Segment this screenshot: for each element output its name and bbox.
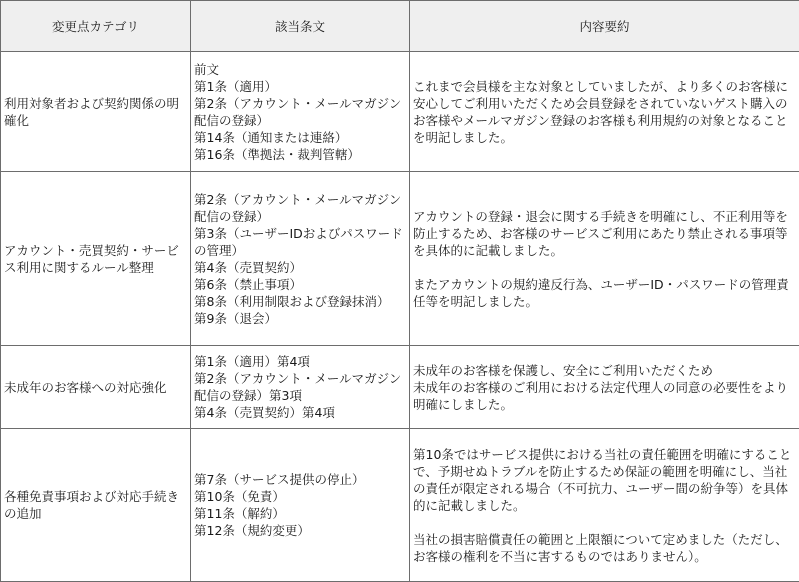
article-line: 第16条（準拠法・裁判管轄） bbox=[194, 146, 360, 162]
summary-cell bbox=[410, 429, 799, 582]
table-row bbox=[1, 429, 799, 582]
header-summary: 内容要約 bbox=[410, 1, 799, 52]
category-cell: アカウント・売買契約・サービス利用に関するルール整理 bbox=[1, 172, 191, 346]
articles-cell bbox=[191, 429, 410, 582]
table-row bbox=[1, 52, 799, 172]
article-line: 第6条（禁止事項） bbox=[194, 276, 302, 292]
summary-paragraph: 当社の損害賠償責任の範囲と上限額について定めました（ただし、お客様の権利を不当に害するものではありません）。 bbox=[413, 531, 788, 564]
category-cell: 未成年のお客様への対応強化 bbox=[1, 346, 191, 429]
article-line: 第7条（サービス提供の停止） bbox=[194, 472, 365, 487]
article-line: 第2条（アカウント・メールマガジン配信の登録）第3項 bbox=[194, 371, 402, 403]
category-cell: 利用対象者および契約関係の明確化 bbox=[1, 52, 191, 172]
article-line: 第9条（退会） bbox=[194, 310, 277, 326]
summary-cell bbox=[410, 346, 799, 429]
summary-cell bbox=[410, 172, 799, 346]
articles-cell bbox=[191, 52, 410, 172]
table-row bbox=[1, 346, 799, 429]
article-line: 第14条（通知または連絡） bbox=[194, 129, 348, 145]
table-row bbox=[1, 172, 799, 346]
article-line: 第8条（利用制限および登録抹消） bbox=[194, 293, 390, 309]
summary-paragraph: 第10条ではサービス提供における当社の責任範囲を明確にすることで、予期せぬトラブルを防止するため保証の範囲を明確にし、当社の責任が限定される場合（不可抗力、ユーザー間の紛争等）を具体的に記載しました。 bbox=[413, 446, 792, 513]
header-row bbox=[1, 1, 799, 52]
article-line: 第3条（ユーザーIDおよびパスワードの管理） bbox=[194, 225, 403, 258]
article-line: 第2条（アカウント・メールマガジン配信の登録） bbox=[194, 191, 402, 224]
summary-paragraph: アカウントの登録・退会に関する手続きを明確にし、不正利用等を防止するため、お客様のサービスご利用にあたり禁止される事項等を具体的に記載しました。 bbox=[413, 208, 788, 258]
article-line: 第4条（売買契約）第4項 bbox=[194, 405, 335, 420]
article-line: 第2条（アカウント・メールマガジン配信の登録） bbox=[194, 95, 402, 128]
article-line: 第10条（免責） bbox=[194, 489, 285, 504]
article-line: 第12条（規約変更） bbox=[194, 523, 310, 538]
article-line: 前文 bbox=[194, 61, 220, 77]
article-line: 第4条（売買契約） bbox=[194, 259, 302, 275]
summary-paragraph: これまで会員様を主な対象としていましたが、より多くのお客様に安心してご利用いただくため会員登録をされていないゲスト購入のお客様やメールマガジン登録のお客様も利用規約の対象となることを明記しました。 bbox=[413, 78, 789, 145]
category-cell: 各種免責事項および対応手続きの追加 bbox=[1, 429, 191, 582]
article-line: 第11条（解約） bbox=[194, 506, 285, 521]
articles-cell bbox=[191, 172, 410, 346]
header-category: 変更点カテゴリ bbox=[1, 1, 191, 52]
summary-paragraph: 未成年のお客様を保護し、安全にご利用いただくため 未成年のお客様のご利用における法定代理人の同意の必要性をより明確にしました。 bbox=[413, 362, 789, 412]
summary-cell bbox=[410, 52, 799, 172]
articles-cell bbox=[191, 346, 410, 429]
article-line: 第1条（適用） bbox=[194, 78, 277, 94]
summary-paragraph: またアカウントの規約違反行為、ユーザーID・パスワードの管理責任等を明記しました。 bbox=[413, 276, 789, 309]
article-line: 第1条（適用）第4項 bbox=[194, 354, 310, 369]
header-articles: 該当条文 bbox=[191, 1, 410, 52]
